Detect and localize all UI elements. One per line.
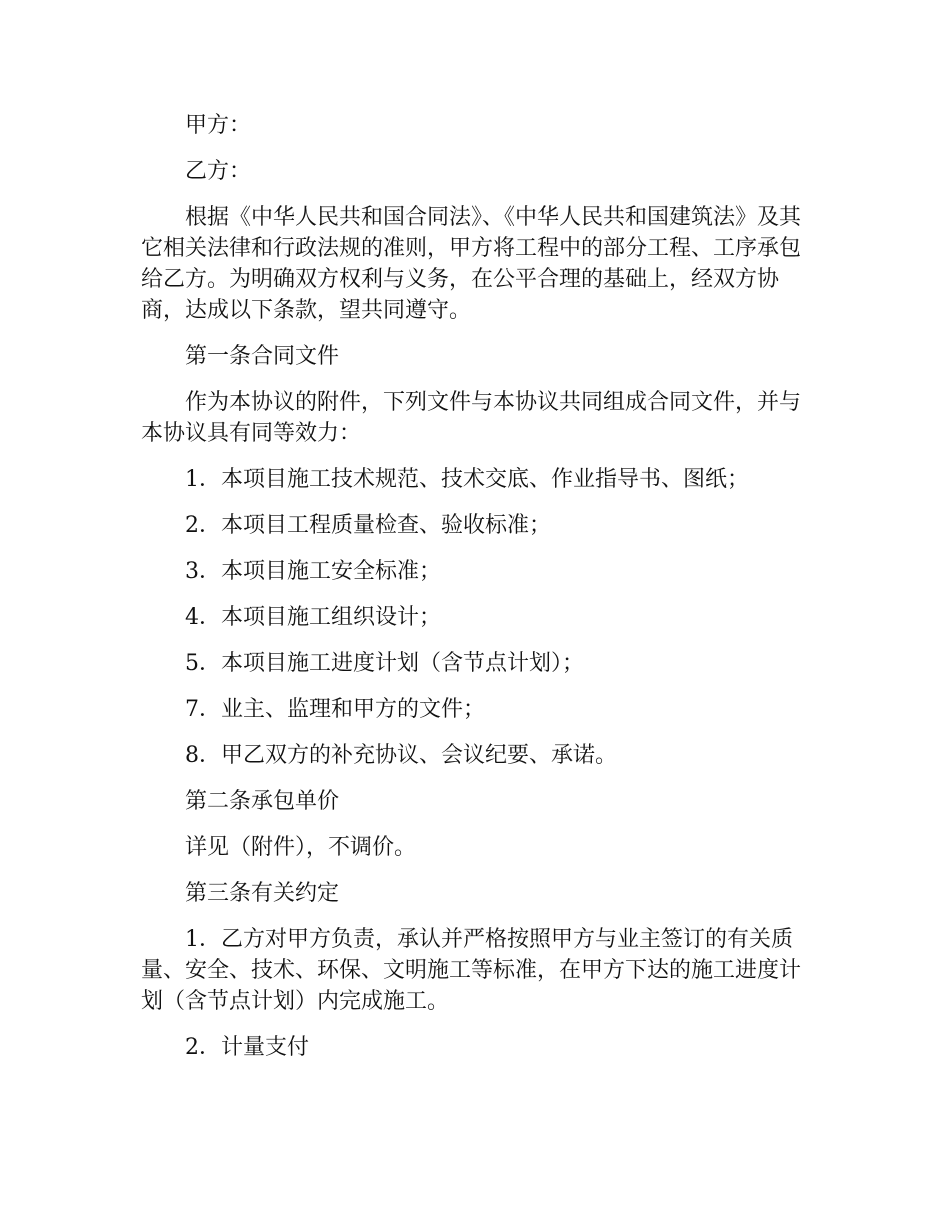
article-1-intro: 作为本协议的附件，下列文件与本协议共同组成合同文件，并与本协议具有同等效力： bbox=[141, 390, 802, 446]
contract-file-item-3: 3．本项目施工安全标准； bbox=[185, 559, 441, 584]
article-2-heading: 第二条承包单价 bbox=[185, 789, 340, 814]
party-a-line: 甲方： bbox=[185, 113, 252, 138]
contract-file-item-2: 2．本项目工程质量检查、验收标准； bbox=[185, 513, 551, 538]
document-body bbox=[141, 110, 821, 1063]
preamble-paragraph: 根据《中华人民共和国合同法》、《中华人民共和国建筑法》及其它相关法律和行政法规的准则，甲方将工程中的部分工程、工序承包给乙方。为明确双方权利与义务，在公平合理的基础上，经双方协商，达成以下条款，望共同遵守。 bbox=[141, 205, 802, 323]
article-3-heading: 第三条有关约定 bbox=[185, 881, 340, 906]
article-3-item-2: 2．计量支付 bbox=[185, 1035, 309, 1060]
article-3-item-1: 1．乙方对甲方负责，承认并严格按照甲方与业主签订的有关质量、安全、技术、环保、文明施工等标准，在甲方下达的施工进度计划（含节点计划）内完成施工。 bbox=[141, 927, 802, 1014]
article-1-heading: 第一条合同文件 bbox=[185, 344, 340, 369]
contract-file-item-5: 5．本项目施工进度计划（含节点计划）； bbox=[185, 651, 584, 676]
contract-file-item-1: 1．本项目施工技术规范、技术交底、作业指导书、图纸； bbox=[185, 467, 749, 492]
party-b-line: 乙方： bbox=[185, 159, 252, 184]
contract-file-item-7: 7．业主、监理和甲方的文件； bbox=[185, 697, 485, 722]
contract-file-item-4: 4．本项目施工组织设计； bbox=[185, 605, 441, 630]
article-2-body: 详见（附件），不调价。 bbox=[185, 835, 417, 860]
contract-file-item-8: 8．甲乙双方的补充协议、会议纪要、承诺。 bbox=[185, 743, 617, 768]
